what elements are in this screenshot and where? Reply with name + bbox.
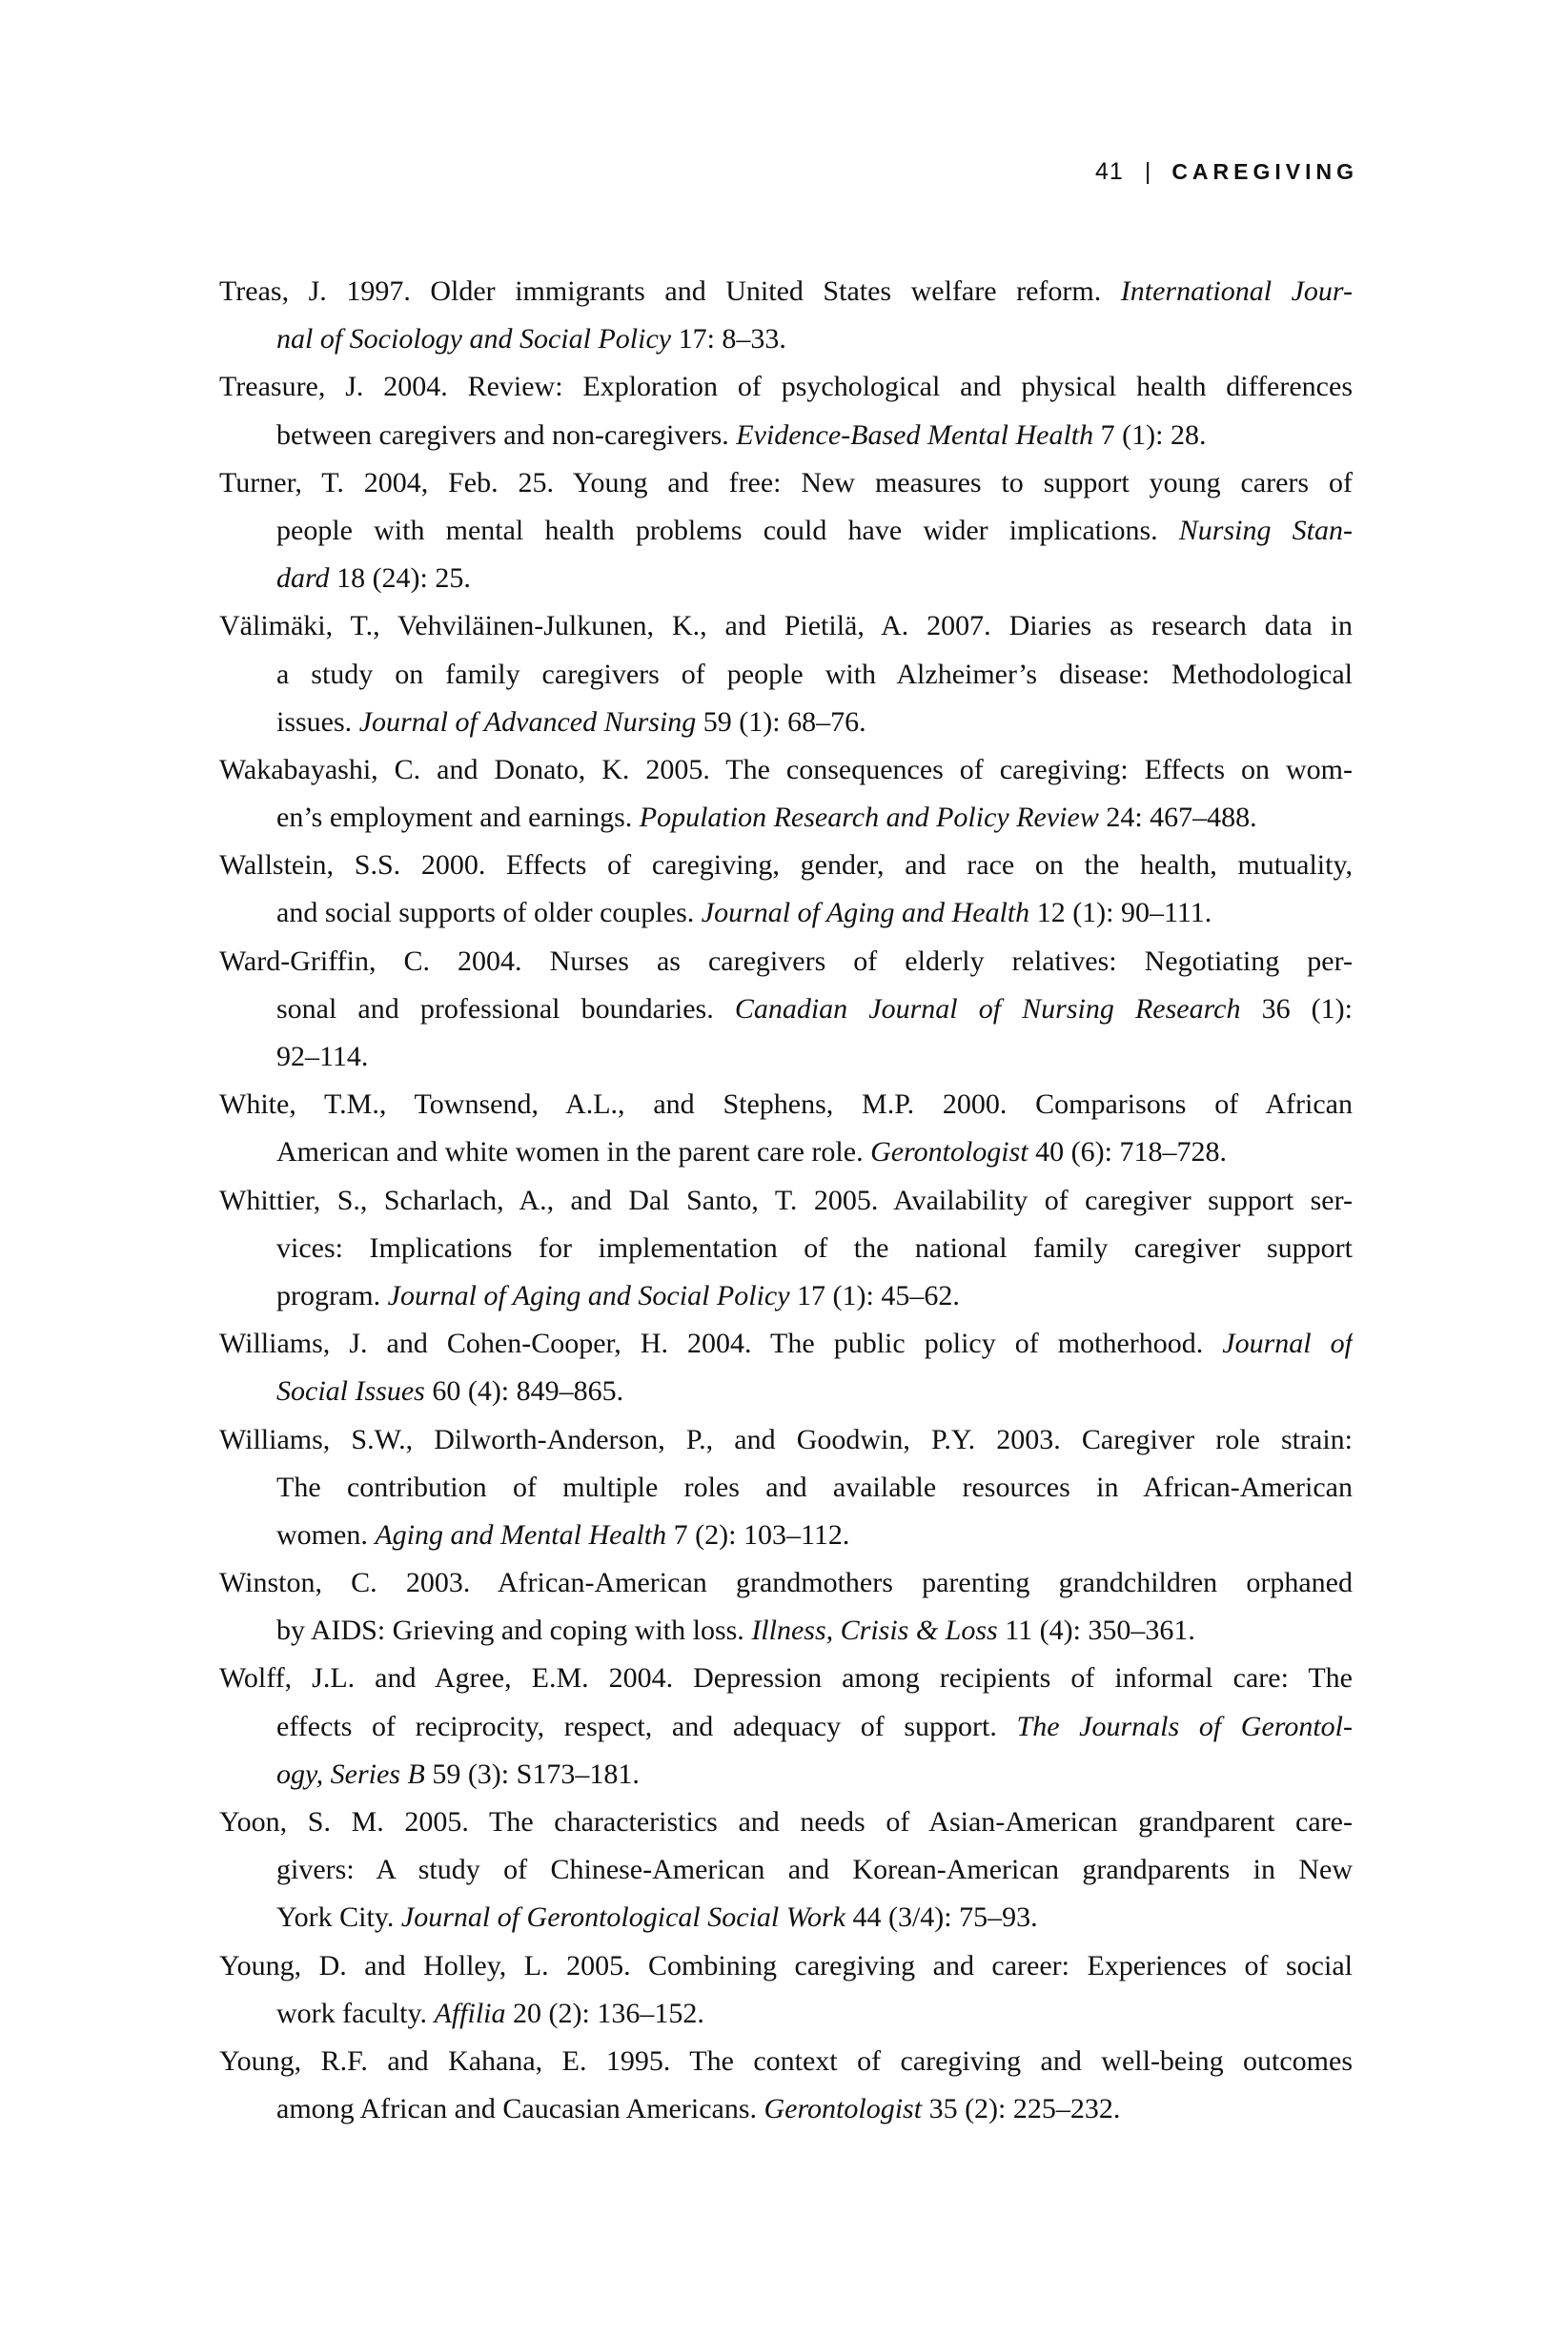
reference-entry — [219, 368, 1353, 463]
journal-title: Social Issues — [276, 1375, 425, 1408]
reference-entry — [219, 1325, 1353, 1420]
reference-text: Välimäki, T., Vehviläinen-Julkunen, K., and Pietilä, A. 2007. Diaries as research data in — [219, 610, 1353, 642]
reference-text: Young, D. and Holley, L. 2005. Combining caregiving and career: Experiences of social — [219, 1949, 1353, 1981]
reference-entry — [219, 1564, 1353, 1659]
reference-text: issues. — [276, 705, 359, 738]
reference-line — [219, 1229, 1353, 1277]
reference-text: 7 (1): 28. — [1093, 418, 1207, 451]
reference-text: 60 (4): 849–865. — [424, 1375, 624, 1408]
journal-title: Gerontologist — [764, 2093, 923, 2125]
reference-text: 12 (1): 90–111. — [1029, 897, 1212, 929]
journal-title: Population Research and Policy Review — [639, 802, 1099, 834]
reference-line — [219, 1325, 1353, 1372]
reference-text: 36 (1): — [1240, 992, 1353, 1025]
section-title: CAREGIVING — [1171, 159, 1358, 184]
reference-entry — [219, 273, 1353, 368]
reference-text: sonal and professional boundaries. — [276, 992, 735, 1025]
reference-text: Winston, C. 2003. African-American grandmothers parenting grandchildren orphaned — [219, 1567, 1353, 1599]
reference-text: 59 (3): S173–181. — [424, 1758, 640, 1790]
reference-text: between caregivers and non-caregivers. — [276, 418, 737, 451]
reference-text: 11 (4): 350–361. — [997, 1615, 1195, 1647]
reference-text: Treasure, J. 2004. Review: Exploration of psychological and physical health differences — [219, 371, 1353, 403]
journal-title: dard — [276, 562, 330, 595]
reference-text: 59 (1): 68–76. — [696, 705, 866, 738]
reference-line — [219, 1708, 1353, 1756]
reference-line — [219, 464, 1353, 512]
reference-text: Whittier, S., Scharlach, A., and Dal Santo, T. 2005. Availability of caregiver support ser- — [219, 1184, 1353, 1216]
reference-line — [219, 368, 1353, 416]
reference-entry — [219, 1182, 1353, 1326]
reference-text: Williams, J. and Cohen-Cooper, H. 2004. The public policy of motherhood. — [219, 1328, 1223, 1360]
reference-line — [219, 1995, 1353, 2042]
reference-text: 18 (24): 25. — [329, 562, 471, 595]
reference-text: 35 (2): 225–232. — [922, 2093, 1121, 2125]
reference-text: 7 (2): 103–112. — [666, 1518, 850, 1551]
journal-title: Journal of Advanced Nursing — [358, 705, 697, 738]
reference-text: Young, R.F. and Kahana, E. 1995. The context of caregiving and well-being outcomes — [219, 2044, 1353, 2077]
reference-text: among African and Caucasian Americans. — [276, 2093, 764, 2125]
reference-text: women. — [276, 1518, 376, 1551]
reference-text: work faculty. — [276, 1997, 435, 2029]
reference-text: effects of reciprocity, respect, and adequacy of support. — [276, 1710, 1017, 1742]
journal-title: The Journals of Gerontol- — [1016, 1710, 1353, 1742]
reference-text: and social supports of older couples. — [276, 897, 702, 929]
reference-line — [219, 417, 1353, 464]
journal-title: Affilia — [434, 1997, 506, 2029]
reference-entry — [219, 2042, 1353, 2138]
reference-entry — [219, 1803, 1353, 1947]
reference-entry — [219, 846, 1353, 942]
reference-text: 40 (6): 718–728. — [1028, 1136, 1227, 1168]
reference-line — [219, 273, 1353, 320]
journal-title: Canadian Journal of Nursing Research — [734, 992, 1241, 1025]
reference-text: 44 (3/4): 75–93. — [845, 1901, 1038, 1934]
reference-line — [219, 1516, 1353, 1564]
reference-text: program. — [276, 1279, 388, 1311]
reference-line — [219, 512, 1353, 559]
reference-line — [219, 1947, 1353, 1995]
reference-line — [219, 1564, 1353, 1612]
reference-text: givers: A study of Chinese-American and Korean-American grandparents in New — [276, 1854, 1353, 1886]
journal-title: Evidence-Based Mental Health — [736, 418, 1094, 451]
reference-line — [219, 943, 1353, 990]
reference-text: Yoon, S. M. 2005. The characteristics and needs of Asian-American grandparent care- — [219, 1806, 1353, 1838]
reference-text: Treas, J. 1997. Older immigrants and United States welfare reform. — [219, 275, 1121, 307]
reference-text: The contribution of multiple roles and available resources in African-American — [276, 1471, 1353, 1503]
reference-list — [219, 273, 1353, 2138]
reference-line — [219, 1086, 1353, 1133]
reference-line — [219, 799, 1353, 846]
journal-title: Journal of Aging and Social Policy — [387, 1279, 790, 1311]
reference-line — [219, 894, 1353, 942]
journal-title: nal of Sociology and Social Policy — [276, 323, 672, 356]
reference-entry — [219, 1421, 1353, 1565]
reference-entry — [219, 607, 1353, 751]
reference-text: York City. — [276, 1901, 401, 1934]
reference-line — [219, 607, 1353, 655]
journal-title: ogy, Series B — [276, 1758, 425, 1790]
reference-entry — [219, 1947, 1353, 2042]
reference-text: Wolff, J.L. and Agree, E.M. 2004. Depression among recipients of informal care: The — [219, 1662, 1353, 1695]
reference-line — [219, 1899, 1353, 1946]
reference-line — [219, 656, 1353, 703]
reference-line — [219, 1421, 1353, 1469]
reference-line — [219, 990, 1353, 1038]
reference-text: Turner, T. 2004, Feb. 25. Young and free: New measures to support young carers of — [219, 466, 1353, 498]
reference-line — [219, 2042, 1353, 2090]
reference-line — [219, 1133, 1353, 1181]
reference-line — [219, 846, 1353, 894]
reference-line — [219, 1612, 1353, 1659]
reference-text: Ward-Griffin, C. 2004. Nurses as caregivers of elderly relatives: Negotiating per- — [219, 945, 1353, 977]
page-number: 41 — [1095, 158, 1124, 185]
reference-line — [219, 1038, 1353, 1086]
reference-text: 24: 467–488. — [1098, 802, 1257, 834]
reference-line — [219, 1182, 1353, 1229]
reference-line — [219, 1277, 1353, 1325]
reference-text: en’s employment and earnings. — [276, 802, 640, 834]
reference-entry — [219, 1659, 1353, 1803]
reference-text: Wakabayashi, C. and Donato, K. 2005. The consequences of caregiving: Effects on wom- — [219, 753, 1353, 785]
reference-line — [219, 1469, 1353, 1516]
journal-title: Journal of Gerontological Social Work — [400, 1901, 845, 1934]
reference-line — [219, 559, 1353, 607]
reference-text: 17: 8–33. — [671, 323, 786, 356]
reference-text: a study on family caregivers of people with Alzheimer’s disease: Methodological — [276, 658, 1353, 690]
journal-title: Nursing Stan- — [1178, 514, 1353, 546]
reference-text: Williams, S.W., Dilworth-Anderson, P., and Goodwin, P.Y. 2003. Caregiver role strain: — [219, 1423, 1353, 1455]
reference-text: 17 (1): 45–62. — [789, 1279, 960, 1311]
journal-title: Journal of — [1222, 1328, 1353, 1360]
reference-text: Wallstein, S.S. 2000. Effects of caregiving, gender, and race on the health, mutuality, — [219, 849, 1353, 882]
reference-entry — [219, 464, 1353, 608]
reference-entry — [219, 943, 1353, 1087]
reference-text: White, T.M., Townsend, A.L., and Stephens, M.P. 2000. Comparisons of African — [219, 1088, 1353, 1121]
journal-title: Gerontologist — [870, 1136, 1028, 1168]
reference-text: vices: Implications for implementation of the national family caregiver support — [276, 1231, 1353, 1264]
reference-line — [219, 1851, 1353, 1899]
reference-text: 20 (2): 136–152. — [505, 1997, 704, 2029]
reference-entry — [219, 1086, 1353, 1181]
reference-line — [219, 751, 1353, 799]
reference-line — [219, 1803, 1353, 1851]
running-head — [1049, 158, 1358, 186]
journal-title: Journal of Aging and Health — [701, 897, 1030, 929]
reference-text: people with mental health problems could have wider implications. — [276, 514, 1179, 546]
journal-title: Aging and Mental Health — [375, 1518, 667, 1551]
reference-text: by AIDS: Grieving and coping with loss. — [276, 1615, 752, 1647]
reference-line — [219, 1659, 1353, 1707]
header-separator: | — [1144, 158, 1151, 185]
reference-line — [219, 1372, 1353, 1420]
reference-line — [219, 703, 1353, 751]
reference-text: 92–114. — [276, 1041, 369, 1072]
reference-line — [219, 1756, 1353, 1803]
reference-line — [219, 2090, 1353, 2138]
reference-line — [219, 320, 1353, 368]
reference-entry — [219, 751, 1353, 846]
journal-title: International Jour- — [1120, 275, 1353, 307]
journal-title: Illness, Crisis & Loss — [751, 1615, 998, 1647]
reference-text: American and white women in the parent care role. — [276, 1136, 871, 1168]
